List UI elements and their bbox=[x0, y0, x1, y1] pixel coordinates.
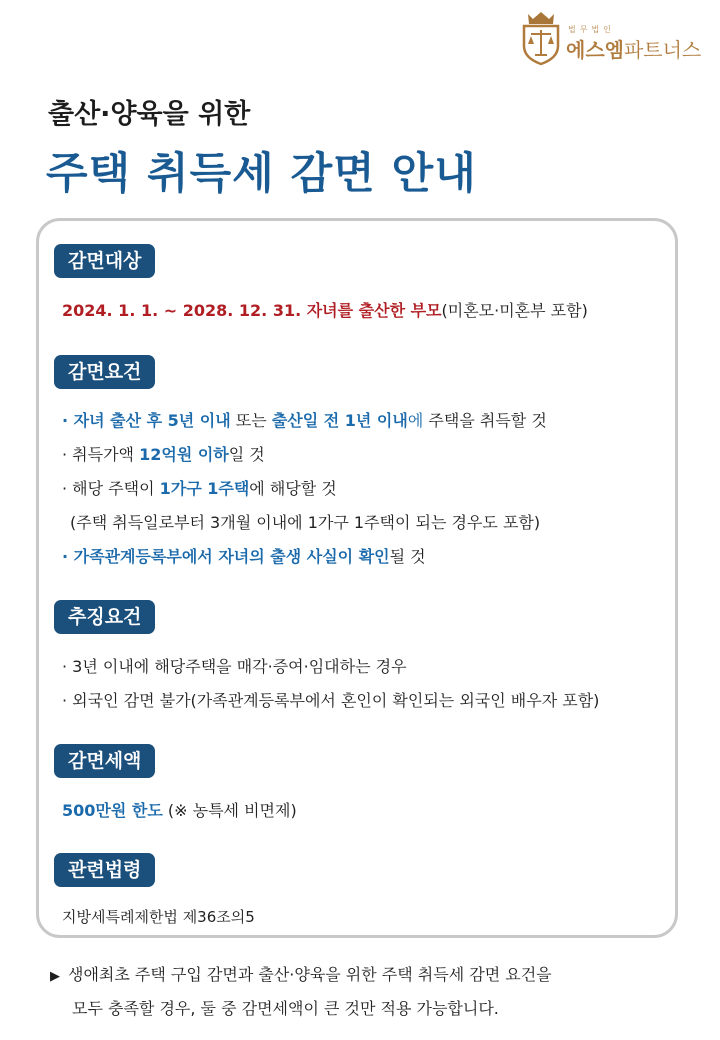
footer-note-line-1 bbox=[50, 962, 552, 985]
req3-bold: 1가구 1주택 bbox=[159, 479, 250, 498]
req1-text-2: 주택을 취득할 것 bbox=[423, 411, 547, 430]
req2-pre: · 취득가액 bbox=[62, 445, 140, 464]
play-triangle-icon: ▶ bbox=[50, 969, 60, 984]
logo-caption: 법무법인 bbox=[568, 25, 615, 34]
req4-bold: · 가족관계등록부에서 자녀의 출생 사실이 확인 bbox=[62, 547, 390, 566]
req1-bold-3: 에 bbox=[407, 411, 424, 430]
req1-text-1: 또는 bbox=[230, 411, 272, 430]
clawback-item-1: · 3년 이내에 해당주택을 매각·증여·임대하는 경우 bbox=[62, 657, 407, 676]
requirement-item-1 bbox=[62, 408, 547, 431]
law-text: 지방세특례제한법 제36조의5 bbox=[62, 908, 255, 926]
req2-post: 일 것 bbox=[228, 445, 265, 464]
logo-name bbox=[566, 34, 701, 63]
logo-name-light: 파트너스 bbox=[623, 38, 702, 62]
req1-bold-1: 자녀 출산 후 5년 이내 bbox=[73, 411, 231, 430]
scales-shield-icon bbox=[520, 10, 562, 66]
info-card bbox=[36, 218, 678, 938]
target-line bbox=[62, 298, 588, 321]
req1-bold-2: 출산일 전 1년 이내 bbox=[271, 411, 408, 430]
logo-name-bold: 에스엠 bbox=[566, 38, 624, 62]
badge-law: 관련법령 bbox=[54, 853, 155, 887]
req3-pre: · 해당 주택이 bbox=[62, 479, 160, 498]
requirement-item-3-note: (주택 취득일로부터 3개월 이내에 1가구 1주택이 되는 경우도 포함) bbox=[70, 513, 541, 532]
requirement-item-4 bbox=[62, 544, 426, 567]
amount-highlight: 500만원 한도 bbox=[62, 801, 163, 820]
amount-line bbox=[62, 798, 297, 821]
page-title: 주택 취득세 감면 안내 bbox=[46, 149, 477, 199]
clawback-item-2: · 외국인 감면 불가(가족관계등록부에서 혼인이 확인되는 외국인 배우자 포함) bbox=[62, 691, 600, 710]
target-rest: (미혼모·미혼부 포함) bbox=[441, 301, 588, 320]
badge-requirements: 감면요건 bbox=[54, 355, 155, 389]
footer-line-1-text: 생애최초 주택 구입 감면과 출산·양육을 위한 주택 취득세 감면 요건을 bbox=[68, 965, 552, 984]
badge-clawback: 추징요건 bbox=[54, 600, 155, 634]
firm-logo bbox=[520, 10, 705, 70]
req3-post: 에 해당할 것 bbox=[249, 479, 337, 498]
target-highlight: 2024. 1. 1. ~ 2028. 12. 31. 자녀를 출산한 부모 bbox=[62, 301, 442, 320]
requirement-item-3 bbox=[62, 476, 337, 499]
footer-note-line-2: 모두 충족할 경우, 둘 중 감면세액이 큰 것만 적용 가능합니다. bbox=[72, 999, 499, 1018]
req1-bullet: · bbox=[62, 411, 74, 430]
req2-bold: 12억원 이하 bbox=[139, 445, 229, 464]
amount-rest: (※ 농특세 비면제) bbox=[162, 801, 297, 820]
req4-post: 될 것 bbox=[389, 547, 426, 566]
badge-target: 감면대상 bbox=[54, 244, 155, 278]
requirement-item-2 bbox=[62, 442, 265, 465]
page-subtitle: 출산·양육을 위한 bbox=[48, 99, 251, 130]
badge-amount: 감면세액 bbox=[54, 744, 155, 778]
